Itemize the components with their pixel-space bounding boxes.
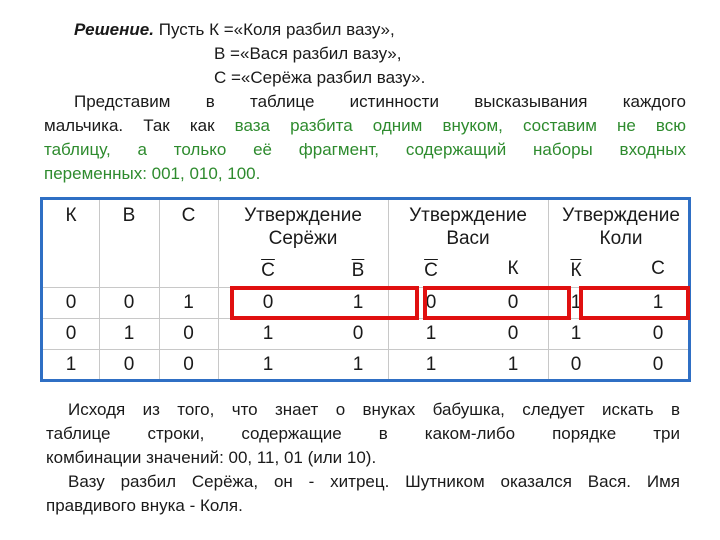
header-s: С [181,205,196,226]
cell-r3-vasya-2: 1 [507,354,519,375]
paragraph-1-line-2 [44,115,686,137]
highlight-box-vasya [423,286,571,320]
subheader-not-v: В [351,260,365,281]
header-v: В [122,205,136,226]
group-header-vasya-line-2: Васи [446,228,490,249]
paragraph-1-line-2-green: ваза разбита одним внуком, составим не всю [234,116,687,135]
cell-r1-vasya-1: 0 [425,292,437,313]
cell-r1-seryozha-1: 0 [262,292,274,313]
solution-label: Решение. [74,20,154,39]
cell-r2-kolya-1: 1 [570,323,582,344]
cell-r3-vasya-1: 1 [425,354,437,375]
s-definition: С =«Серёжа разбил вазу». [214,68,426,87]
paragraph-1-line-2-plain: мальчика. Так как [44,116,235,135]
header-k: К [65,205,77,226]
group-header-seryozha-line-1: Утверждение [244,205,362,226]
intro-line-1 [74,19,395,41]
truth-table [40,197,691,382]
highlight-box-seryozha [230,286,419,320]
paragraph-2-line-2: таблице строки, содержащие в каком-либо порядке три [46,424,680,443]
group-header-vasya-line-1: Утверждение [409,205,527,226]
paragraph-3-line-2: правдивого внука - Коля. [46,496,243,515]
k-definition: Пусть К =«Коля разбил вазу», [158,20,395,39]
cell-r3-seryozha-1: 1 [262,354,274,375]
paragraph-2-line-1: Исходя из того, что знает о внуках бабушка, следует искать в [68,400,680,419]
subheader-not-s-vasya: С [424,260,438,281]
highlight-box-kolya [579,286,690,320]
v-definition: В =«Вася разбил вазу», [214,44,402,63]
cell-r2-seryozha-2: 0 [352,323,364,344]
cell-r1-kolya-1: 1 [570,292,582,313]
cell-r3-seryozha-2: 1 [352,354,364,375]
cell-r1-v: 0 [123,292,135,313]
cell-r2-k: 0 [65,323,77,344]
group-header-kolya-line-2: Коли [599,228,643,249]
cell-r2-kolya-2: 0 [652,323,664,344]
paragraph-1-line-3: таблицу, а только её фрагмент, содержащий наборы входных [44,140,686,159]
paragraph-3-line-1: Вазу разбил Серёжа, он - хитрец. Шутником оказался Вася. Имя [68,472,680,491]
subheader-not-k: К [570,260,582,281]
cell-r1-vasya-2: 0 [507,292,519,313]
grid-hline [43,349,688,350]
cell-r2-vasya-1: 1 [425,323,437,344]
paragraph-1-line-4: переменных: 001, 010, 100. [44,164,261,183]
group-header-seryozha-line-2: Серёжи [268,228,338,249]
cell-r3-kolya-1: 0 [570,354,582,375]
cell-r2-v: 1 [123,323,135,344]
cell-r2-s: 0 [183,323,194,344]
cell-r2-vasya-2: 0 [507,323,519,344]
cell-r3-v: 0 [123,354,135,375]
subheader-k: К [507,258,519,279]
cell-r3-kolya-2: 0 [652,354,664,375]
subheader-s-kolya: С [651,258,665,279]
cell-r3-s: 0 [183,354,194,375]
group-header-kolya-line-1: Утверждение [562,205,680,226]
cell-r1-seryozha-2: 1 [352,292,364,313]
cell-r2-seryozha-1: 1 [262,323,274,344]
cell-r1-kolya-2: 1 [652,292,664,313]
subheader-not-s: С [261,260,275,281]
paragraph-2-line-3: комбинации значений: 00, 11, 01 (или 10). [46,448,377,467]
cell-r1-k: 0 [65,292,77,313]
cell-r1-s: 1 [183,292,194,313]
cell-r3-k: 1 [65,354,77,375]
paragraph-1-line-1: Представим в таблице истинности высказывания каждого [74,92,686,111]
